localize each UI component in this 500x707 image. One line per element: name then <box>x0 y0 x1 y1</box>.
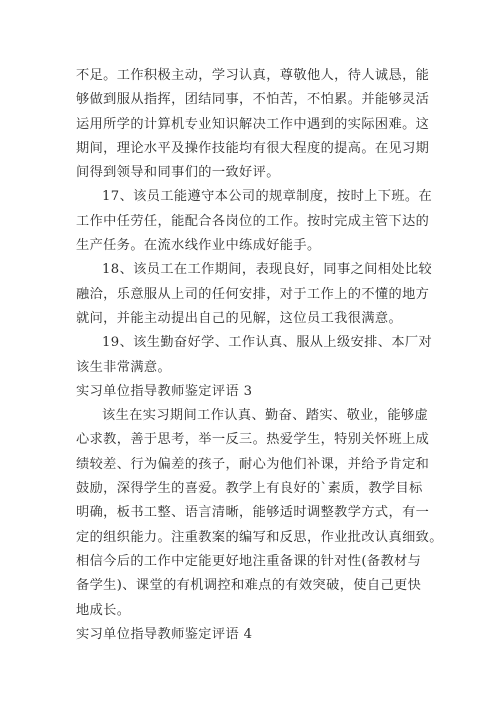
text-line: 地成长。 <box>76 602 131 618</box>
text-line: 绩较差、行为偏差的孩子，耐心为他们补课，并给予肯定和 <box>76 456 430 472</box>
section-heading: 实习单位指导教师鉴定评语 4 <box>76 626 253 642</box>
text-line: 就问，并能主动提出自己的见解，这位员工我很满意。 <box>76 310 403 326</box>
text-line: 心求教，善于思考，举一反三。热爱学生，特别关怀班上成 <box>76 432 430 448</box>
text-line: 该生非常满意。 <box>76 359 172 375</box>
text-line: 明确，板书工整、语言清晰，能够适时调整教学方式，有一 <box>76 505 430 521</box>
text-line: 17、该员工能遵守本公司的规章制度，按时上下班。在 <box>102 189 433 205</box>
text-line: 融洽，乐意服从上司的任何安排，对于工作上的不懂的地方 <box>76 286 430 302</box>
text-line: 相信今后的工作中定能更好地注重备课的针对性(备教材与 <box>76 553 422 569</box>
text-line: 期间，理论水平及操作技能均有很大程度的提高。在见习期 <box>76 140 430 156</box>
text-line: 不足。工作积极主动，学习认真，尊敬他人，待人诚恳，能 <box>76 68 430 83</box>
text-line: 18、该员工在工作期间，表现良好，同事之间相处比较 <box>102 262 433 278</box>
text-line: 该生在实习期间工作认真、勤奋、踏实、敬业，能够虚 <box>102 408 429 424</box>
section-heading: 实习单位指导教师鉴定评语 3 <box>76 383 253 399</box>
text-line: 鼓励，深得学生的喜爱。教学上有良好的`素质，教学目标 <box>76 481 423 497</box>
text-line: 生产任务。在流水线作业中练成好能手。 <box>76 238 321 254</box>
document-page <box>76 64 443 647</box>
text-line: 运用所学的计算机专业知识解决工作中遇到的实际困难。这 <box>76 116 430 132</box>
text-line: 定的组织能力。注重教案的编写和反思，作业批改认真细致。 <box>76 529 443 545</box>
text-line: 19、该生勤奋好学、工作认真、服从上级安排、本厂对 <box>102 335 433 351</box>
text-line: 备学生)、课堂的有机调控和难点的有效突破，使自己更快 <box>76 578 422 594</box>
text-line: 间得到领导和同事们的一致好评。 <box>76 165 280 181</box>
text-line: 工作中任劳任，能配合各岗位的工作。按时完成主管下达的 <box>76 213 430 229</box>
text-line: 够做到服从指挥，团结同事，不怕苦，不怕累。并能够灵活 <box>76 92 430 108</box>
